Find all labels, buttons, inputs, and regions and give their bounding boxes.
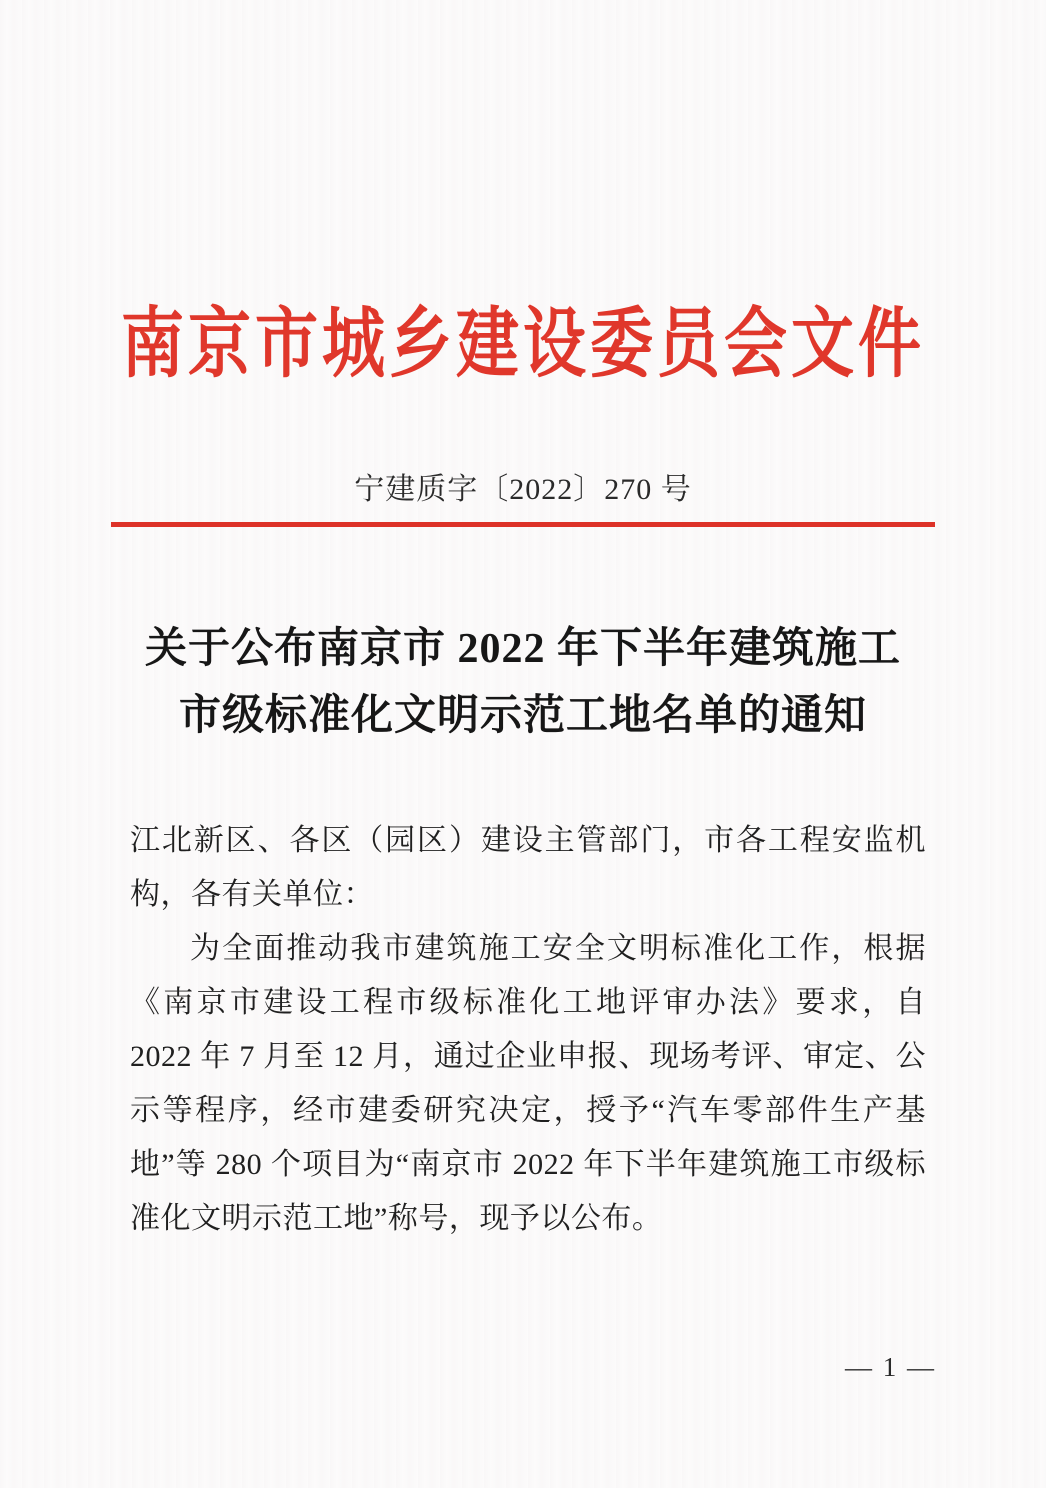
document-body — [130, 814, 926, 1246]
document-number: 宁建质字〔2022〕270 号 — [354, 473, 692, 506]
salutation-paragraph: 江北新区、各区（园区）建设主管部门，市各工程安监机构，各有关单位： — [130, 824, 926, 911]
page-number: — 1 — — [845, 1352, 936, 1382]
agency-header-title: 南京市城乡建设委员会文件 — [121, 301, 925, 387]
document-title-line1: 关于公布南京市 2022 年下半年建筑施工 — [144, 626, 901, 672]
body-paragraph: 为全面推动我市建筑施工安全文明标准化工作，根据《南京市建设工程市级标准化工地评审办法》要求，自 2022 年 7 月至 12 月，通过企业申报、现场考评、审定、公示等程序，经市建委研究决定，授予“汽车零部件生产基地”等 280 个项目为“南京市 2022 年下半年建筑施工市级标准化文明示范工地”称号，现予以公布。 — [130, 932, 926, 1235]
red-divider-line — [111, 522, 935, 527]
document-title — [0, 616, 1046, 750]
document-title-line2: 市级标准化文明示范工地名单的通知 — [178, 693, 867, 739]
